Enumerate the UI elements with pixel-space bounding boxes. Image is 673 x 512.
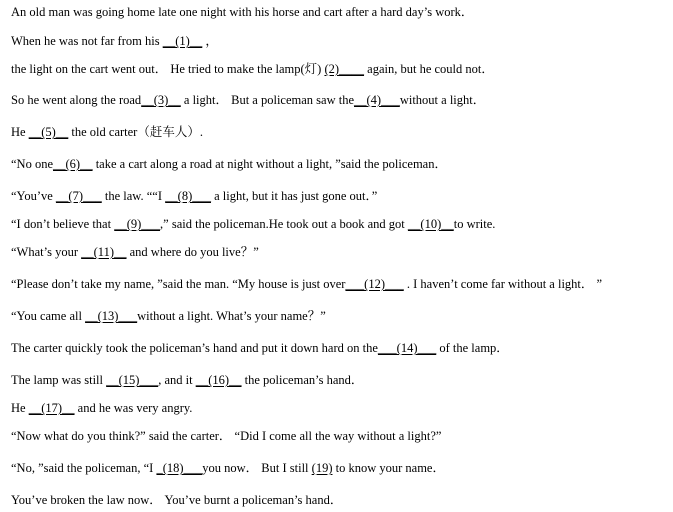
passage-text: the policeman’s hand．: [241, 373, 364, 387]
passage-line-2: [11, 33, 218, 49]
passage-text: again, but he could not．: [364, 62, 494, 76]
passage-text: of the lamp．: [436, 341, 509, 355]
passage-line-5: [11, 124, 203, 140]
passage-text: He: [11, 125, 29, 139]
answer-blank: __(10)__: [407, 217, 454, 231]
answer-blank: __(3)__: [141, 93, 181, 107]
passage-text: to know your name．: [332, 461, 445, 475]
passage-line-9: [11, 244, 259, 260]
passage-text: He: [11, 401, 29, 415]
passage-text: When he was not far from his: [11, 34, 163, 48]
passage-line-14: [11, 400, 192, 416]
passage-text: “No one: [11, 157, 53, 171]
answer-blank: __(5)__: [28, 125, 69, 139]
passage-line-6: [11, 156, 447, 172]
passage-text: The carter quickly took the policeman’s hand and put it down hard on the: [11, 341, 378, 355]
answer-blank: __(15)___: [106, 373, 159, 387]
passage-text: you now． But I still: [202, 461, 312, 475]
passage-line-15: [11, 428, 441, 444]
passage-text: to write.: [453, 217, 496, 231]
passage-line-10: [11, 276, 602, 292]
passage-text: the light on the cart went out． He tried to make the lamp(灯): [11, 62, 325, 76]
answer-blank: __(4)___: [354, 93, 400, 107]
passage-text: ，: [202, 34, 218, 48]
answer-blank: ___(12)___: [345, 277, 404, 291]
answer-blank: __(8)___: [165, 189, 211, 203]
passage-text: without a light．: [399, 93, 486, 107]
answer-blank: __(1)__: [162, 34, 203, 48]
answer-blank: __(7)___: [55, 189, 102, 203]
answer-blank: (19): [311, 461, 333, 475]
passage-text: “You’ve: [11, 189, 56, 203]
answer-blank: __(6)__: [53, 157, 93, 171]
passage-text: a light． But a policeman saw the: [180, 93, 354, 107]
passage-text: “No, ”said the policeman, “I: [11, 461, 157, 475]
passage-text: the law. ““I: [101, 189, 166, 203]
passage-text: You’ve broken the law now． You’ve burnt a policeman’s hand．: [11, 493, 343, 507]
answer-blank: __(16)__: [195, 373, 242, 387]
passage-text: “I don’t believe that: [11, 217, 115, 231]
passage-line-12: [11, 340, 509, 356]
passage-text: An old man was going home late one night with his horse and cart after a hard day’s work．: [11, 5, 474, 19]
passage-line-1: [11, 4, 473, 20]
passage-line-13: [11, 372, 363, 388]
answer-blank: _(18)___: [156, 461, 203, 475]
passage-text: “Now what do you think?” said the carter． “Did I come all the way without a light?”: [11, 429, 442, 443]
passage-text: The lamp was still: [11, 373, 107, 387]
passage-text: and where do you live？”: [126, 245, 259, 259]
passage-text: and he was very angry.: [74, 401, 193, 415]
answer-blank: (2)____: [324, 62, 365, 76]
passage-line-3: [11, 61, 494, 77]
answer-blank: ___(14)___: [377, 341, 437, 355]
answer-blank: __(11)__: [81, 245, 127, 259]
passage-line-8: [11, 216, 495, 232]
passage-text: without a light. What’s your name？”: [137, 309, 326, 323]
passage-text: So he went along the road: [11, 93, 142, 107]
passage-text: a light, but it has just gone out．”: [210, 189, 378, 203]
passage-text: , and it: [158, 373, 196, 387]
passage-text: “What’s your: [11, 245, 82, 259]
passage-line-7: [11, 188, 377, 204]
passage-line-4: [11, 92, 485, 108]
answer-blank: __(13)___: [85, 309, 138, 323]
passage-text: “You came all: [11, 309, 86, 323]
passage-text: take a cart along a road at night without a light, ”said the policeman．: [92, 157, 447, 171]
answer-blank: __(9)___: [114, 217, 161, 231]
passage-text: “Please don’t take my name, ”said the man. “My house is just over: [11, 277, 346, 291]
passage-text: ,” said the policeman.He took out a book and got: [160, 217, 408, 231]
passage-line-16: [11, 460, 445, 476]
passage-line-11: [11, 308, 326, 324]
passage-line-17: [11, 492, 342, 508]
passage-text: . I haven’t come far without a light． ”: [403, 277, 603, 291]
passage-text: the old carter（赶车人）.: [68, 125, 203, 139]
answer-blank: __(17)__: [28, 401, 75, 415]
